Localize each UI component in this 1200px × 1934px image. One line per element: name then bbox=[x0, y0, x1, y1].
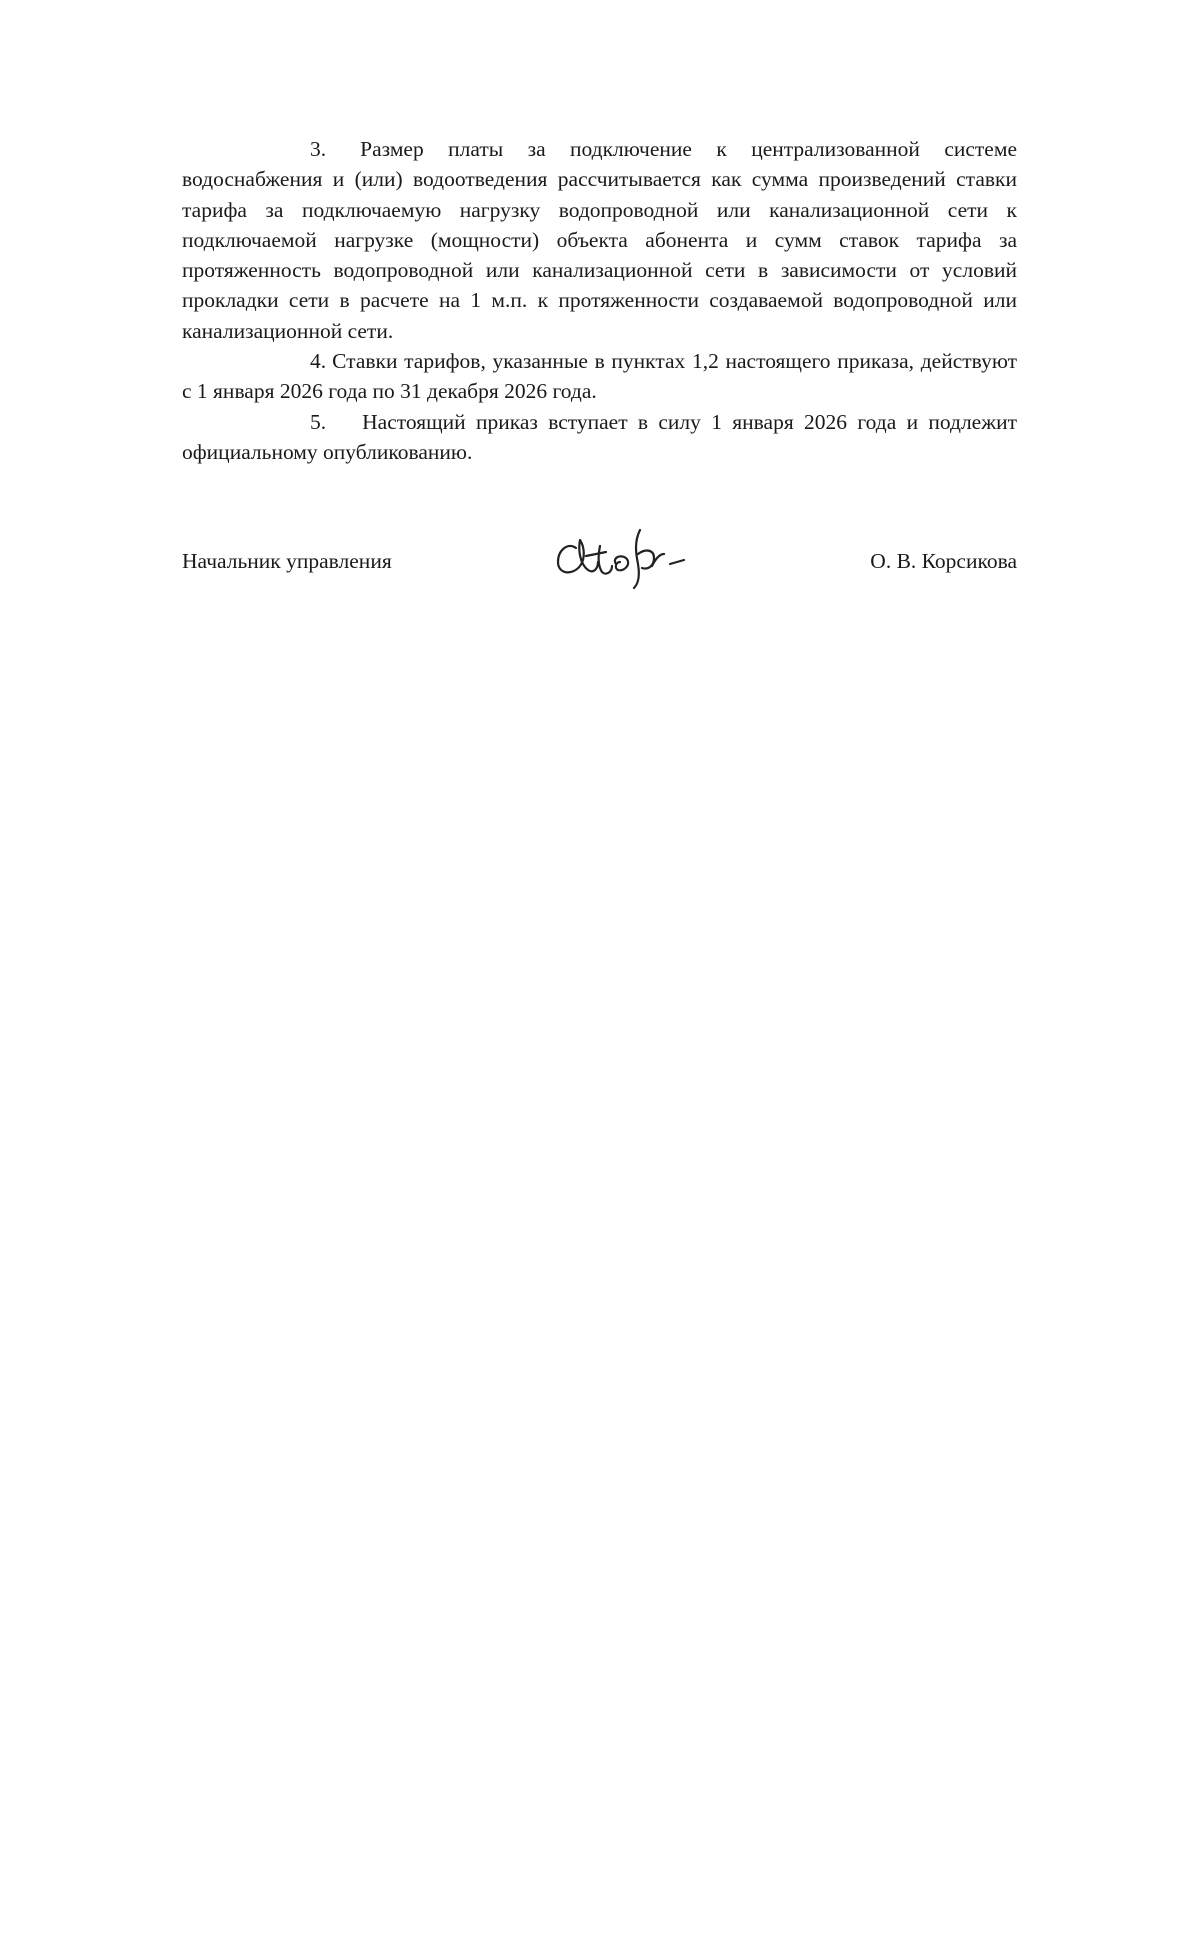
paragraph-number: 3. bbox=[310, 137, 327, 161]
signatory-position: Начальник управления bbox=[182, 549, 392, 573]
signature-icon bbox=[542, 520, 702, 590]
handwritten-signature bbox=[542, 520, 702, 590]
document-body bbox=[182, 134, 1017, 467]
paragraph-5 bbox=[182, 407, 1017, 468]
paragraph-text: Размер платы за подключение к централизованной системе водоснабжения и (или) водоотведения рассчитывается как сумма произведений ставки тарифа за подключаемую нагрузку водопроводной или канализационной сети к подключаемой нагрузке (мощности) объекта абонента и сумм ставок тарифа за протяженность водопроводной или канализационной сети в зависимости от условий прокладки сети в расчете на 1 м.п. к протяженности создаваемой водопроводной или канализационной сети. bbox=[182, 137, 1017, 343]
paragraph-text: Настоящий приказ вступает в силу 1 января 2026 года и подлежит официальному опубликованию. bbox=[182, 409, 1017, 464]
paragraph-number: 5. bbox=[310, 409, 327, 434]
signatory-name: О. В. Корсикова bbox=[870, 549, 1017, 573]
paragraph-number: 4. bbox=[310, 349, 327, 374]
paragraph-text: Ставки тарифов, указанные в пунктах 1,2 настоящего приказа, действуют с 1 января 2026 года по 31 декабря 2026 года. bbox=[182, 349, 1017, 404]
paragraph-3 bbox=[182, 134, 1017, 346]
paragraph-4 bbox=[182, 346, 1017, 407]
signature-block bbox=[182, 538, 1017, 598]
